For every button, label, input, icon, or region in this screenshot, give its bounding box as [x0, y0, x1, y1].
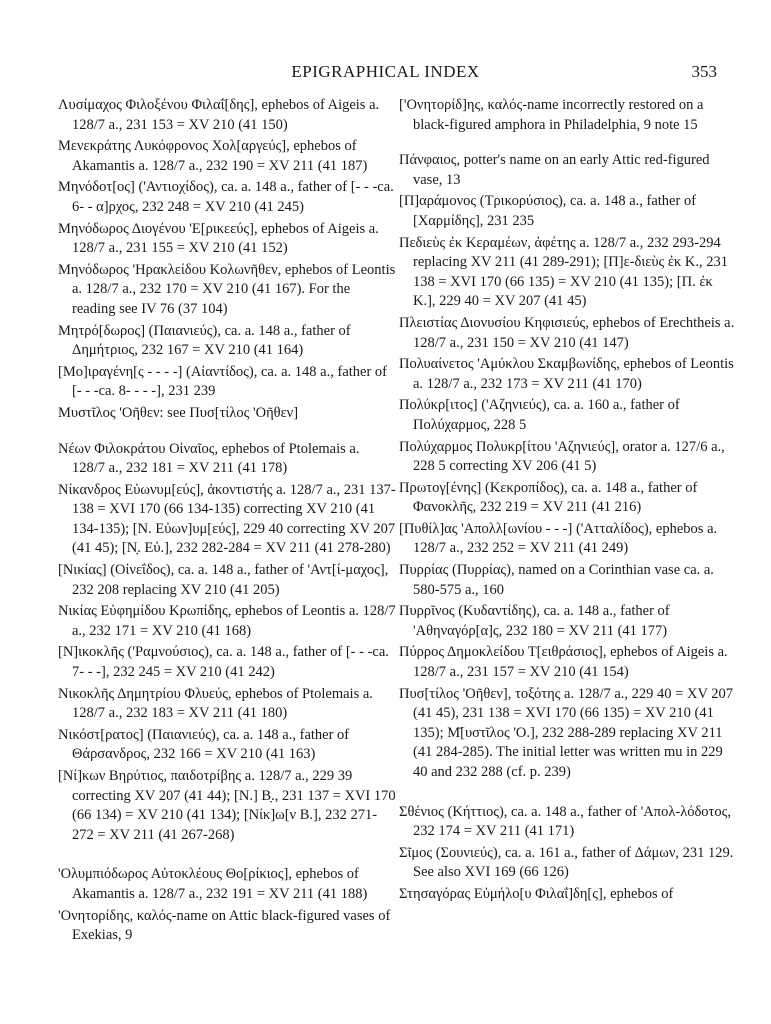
index-entry: 'Ολυμπιόδωρος Αὐτοκλέους Θο[ρίκιος], ephebos of Akamantis a. 128/7 a., 232 191 = XV 211 (41 188) — [58, 866, 368, 902]
index-entry: Νέων Φιλοκράτου Οἰναῖος, ephebos of Ptolemais a. 128/7 a., 232 181 = XV 211 (41 178) — [58, 440, 360, 477]
left-column — [58, 96, 396, 948]
index-entry: Πεδιεὺς ἐκ Κεραμέων, ἀφέτης a. 128/7 a., 232 293-294 replacing XV 211 (41 289-291); [Π]ε-διεὺς ἐκ Κ., 231 138 = XVI 170 (66 135) = XV 210 (41 135); [Π. ἐκ Κ.], 229 40 = XV 207 (41 45) — [399, 234, 729, 310]
index-entry: Μηνόδοτ[ος] ('Αντιοχίδος), ca. a. 148 a., father of [- - -ca. 6- - α]ρχος, 232 248 = XV 210 (41 245) — [58, 179, 394, 215]
index-entry: Πολύκρ[ιτος] ('Αζηνιεύς), ca. a. 160 a., father of Πολύχαρμος, 228 5 — [399, 397, 680, 433]
index-entry: Πολύχαρμος Πολυκρ[ίτου 'Αζηνιεύς], orator a. 127/6 a., 228 5 correcting XV 206 (41 5) — [399, 438, 725, 475]
right-column — [399, 96, 737, 907]
index-entry: Μηνόδωρος Διογένου 'Ε[ρικεεύς], ephebos of Aigeis a. 128/7 a., 231 155 = XV 210 (41 152) — [58, 220, 379, 257]
index-entry: Πύρρος Δημοκλείδου Τ[ειθράσιος], ephebos of Aigeis a. 128/7 a., 231 157 = XV 210 (41 154) — [399, 644, 728, 681]
index-entry: Σῖμος (Σουνιεύς), ca. a. 161 a., father of Δάμων, 231 129. See also XVI 169 (66 126) — [399, 844, 734, 881]
index-entry: Πλειστίας Διονυσίου Κηφισιεύς, ephebos of Erechtheis a. 128/7 a., 231 150 = XV 210 (41 147) — [399, 314, 735, 351]
index-entry: Μυστῖλος 'Οῆθεν: see Πυσ[τίλος 'Οῆθεν] — [58, 404, 299, 421]
index-entry: Νικίας Εὐφημίδου Κρωπίδης, ephebos of Leontis a. 128/7 a., 232 171 = XV 210 (41 168) — [58, 603, 396, 639]
index-entry: Πυρρῖνος (Κυδαντίδης), ca. a. 148 a., father of 'Αθηναγόρ[α]ς, 232 180 = XV 211 (41 177) — [399, 603, 670, 639]
index-entry: Μηνόδωρος 'Ηρακλείδου Κολωνῆθεν, ephebos of Leontis a. 128/7 a., 232 170 = XV 210 (41 167). For the reading see IV 76 (37 104) — [58, 261, 396, 317]
index-entry: Πυσ[τίλος 'Οῆθεν], τοξότης a. 128/7 a., 229 40 = XV 207 (41 45), 231 138 = XVI 170 (66 135) = XV 210 (41 135); Μ̄[υστῖλος 'Ο.], 232 288-289 replacing XV 211 (41 284-285). The initial letter was written mu in 229 40 and 232 288 (cf. p. 239) — [399, 685, 734, 780]
index-entry: [Π]αράμονος (Τρικορύσιος), ca. a. 148 a., father of [Χαρμίδης], 231 235 — [399, 193, 697, 229]
page-title: EPIGRAPHICAL INDEX — [291, 62, 480, 81]
page-number: 353 — [691, 62, 717, 81]
index-entry: Στησαγόρας Εὐμήλο[υ Φιλαΐ]δη[ς], ephebos of — [399, 885, 674, 902]
index-entry: Λυσίμαχος Φιλοξένου Φιλαΐ[δης], ephebos of Aigeis a. 128/7 a., 231 153 = XV 210 (41 150) — [58, 97, 380, 133]
index-entry: Πάνφαιος, potter's name on an early Attic red-figured vase, 13 — [399, 152, 710, 188]
index-entry: [Νικίας] (Οἰνεΐδος), ca. a. 148 a., father of 'Αντ[ί-μαχος], 232 208 replacing XV 210 (41 205) — [58, 562, 389, 598]
index-entry: Σθένιος (Κήττιος), ca. a. 148 a., father of 'Απολ-λόδοτος, 232 174 = XV 211 (41 171) — [399, 803, 732, 840]
index-entry: Μητρό[δωρος] (Παιανιεύς), ca. a. 148 a., father of Δημήτριος, 232 167 = XV 210 (41 164) — [58, 322, 351, 359]
index-entry: Νικόστ[ρατος] (Παιανιεύς), ca. a. 148 a., father of Θάρσανδρος, 232 166 = XV 210 (41 163) — [58, 726, 350, 763]
index-entry: Νίκανδρος Εὐωνυμ[εύς], ἀκοντιστής a. 128/7 a., 231 137-138 = XVI 170 (66 134-135) correcting XV 210 (41 134-135); [N. Εὐων]υμ[εύς], 229 40 correcting XV 207 (41 45); [Ν̣. Εὐ.], 232 282-284 = XV 211 (41 278-280) — [58, 481, 396, 557]
index-entry: [Ν]ικοκλῆς ('Ραμνούσιος), ca. a. 148 a., father of [- - -ca. 7- - -], 232 245 = XV 210 (41 242) — [58, 644, 389, 681]
index-entry: ['Ονητορίδ]ης, καλός-name incorrectly restored on a black-figured amphora in Philadelphia, 9 note 15 — [399, 97, 704, 133]
running-head — [0, 62, 771, 86]
index-entry: 'Ονητορίδης, καλός-name on Attic black-figured vases of Exekias, 9 — [58, 907, 391, 944]
index-entry: Πολυαίνετος 'Αμύκλου Σκαμβωνίδης, ephebos of Leontis a. 128/7 a., 232 173 = XV 211 (41 170) — [399, 356, 734, 392]
index-entry: [Νί]κων Βηρύτιος, παιδοτρίβης a. 128/7 a., 229 39 correcting XV 207 (41 44); [Ν.] Β̣., 231 137 = XVI 170 (66 134) = XV 210 (41 134); [Νίκ]ω[ν Β.], 232 271-272 = XV 211 (41 267-268) — [58, 768, 396, 843]
index-entry: Πυρρίας (Πυρρίας), named on a Corinthian vase ca. a. 580-575 a., 160 — [399, 562, 714, 598]
index-entry: Μενεκράτης Λυκόφρονος Χολ[αργεύς], ephebos of Akamantis a. 128/7 a., 232 190 = XV 211 (41 187) — [58, 138, 368, 174]
index-entry: [Πυθίλ]ας 'Απολλ[ωνίου - - -] ('Ατταλίδος), ephebos a. 128/7 a., 232 252 = XV 211 (41 249) — [399, 520, 718, 557]
index-entry: Πρωτογ[ένης] (Κεκροπίδος), ca. a. 148 a., father of Φανοκλῆς, 232 219 = XV 211 (41 216) — [399, 479, 698, 516]
index-entry: Νικοκλῆς Δημητρίου Φλυεύς, ephebos of Ptolemais a. 128/7 a., 232 183 = XV 211 (41 180) — [58, 685, 373, 722]
index-entry: [Μο]ιραγένη[ς - - - -] (Αἰαντίδος), ca. a. 148 a., father of [- - -ca. 8- - - -], 231 239 — [58, 363, 387, 400]
